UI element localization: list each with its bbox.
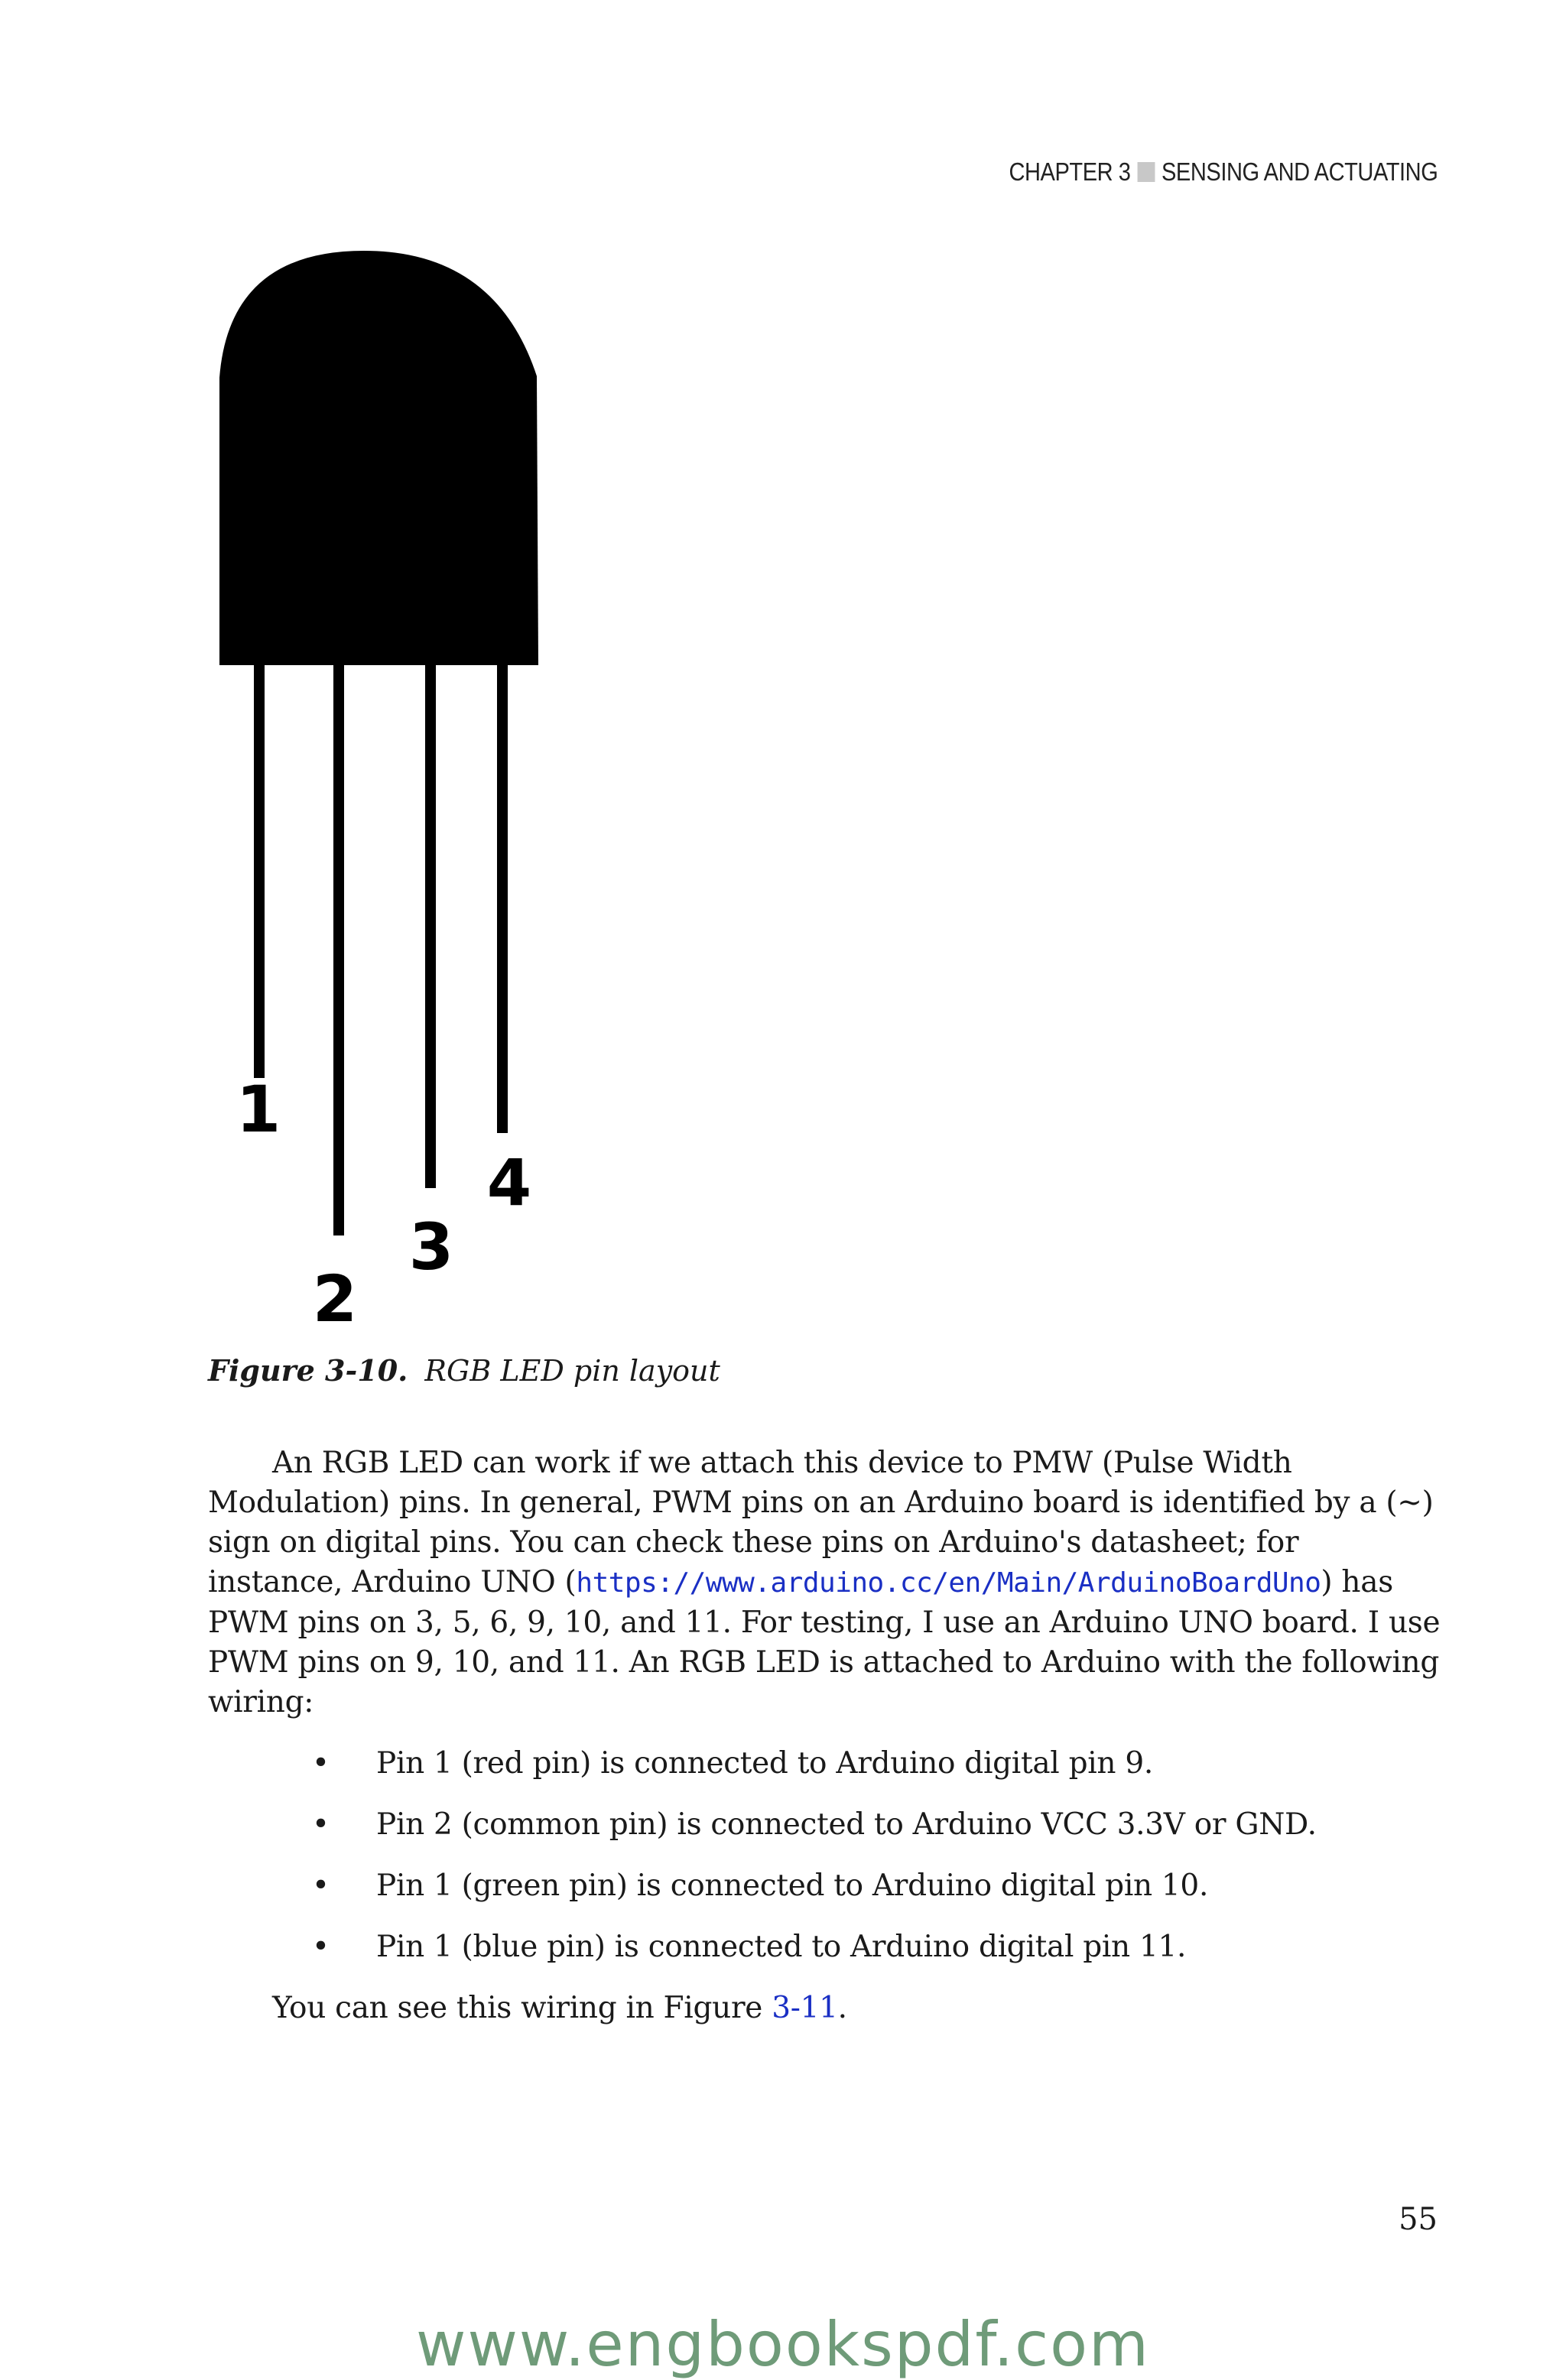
closing-text-b: . [837, 1991, 847, 2025]
pin-2-lead [333, 664, 344, 1235]
list-item [208, 1744, 1441, 1784]
pin-label-2: 2 [312, 1261, 358, 1336]
figure-caption-text: RGB LED pin layout [424, 1354, 720, 1388]
paragraph-1-text-a: An RGB LED can work if we attach this device to PMW (Pulse Width Modulation) pins. In general, PWM pins on an Arduino board is identified by a (~) sign on digital pins. You can check these pins on Arduino's datasheet; for instance, Arduino UNO ( [208, 1446, 1434, 1599]
figure-label: Figure 3-10. [208, 1353, 408, 1388]
paragraph-1-text-b: ) has PWM pins on 3, 5, 6, 9, 10, and 11. For testing, I use an Arduino UNO board. I use PWM pins on 9, 10, and 11. An RGB LED is attached to Arduino with the following wiring: [208, 1565, 1441, 1719]
list-item [208, 1805, 1441, 1845]
list-item-text: Pin 1 (red pin) is connected to Arduino digital pin 9. [376, 1746, 1153, 1781]
chapter-label: CHAPTER 3 [1009, 157, 1131, 186]
closing-paragraph [208, 1989, 1441, 2028]
list-item [208, 1866, 1441, 1906]
watermark: www.engbookspdf.com [416, 2309, 1150, 2380]
body-text [208, 1443, 1441, 2028]
list-item-text: Pin 1 (blue pin) is connected to Arduino digital pin 11. [376, 1930, 1187, 1964]
arduino-uno-link[interactable]: https://www.arduino.cc/en/Main/ArduinoBoardUno [576, 1567, 1321, 1599]
wiring-list [208, 1744, 1441, 1967]
page-number: 55 [1399, 2202, 1438, 2237]
pin-3-lead [425, 664, 436, 1188]
bullet-icon: • [312, 1930, 330, 1964]
paragraph-1 [208, 1443, 1441, 1722]
list-item-text: Pin 2 (common pin) is connected to Arduino VCC 3.3V or GND. [376, 1807, 1317, 1842]
bullet-icon: • [312, 1746, 330, 1781]
rgb-led-pin-layout-figure [206, 242, 558, 1335]
pin-label-3: 3 [408, 1209, 454, 1284]
list-item-text: Pin 1 (green pin) is connected to Arduino digital pin 10. [376, 1869, 1209, 1903]
pin-label-1: 1 [236, 1072, 281, 1147]
figure-caption [208, 1353, 720, 1388]
closing-text-a: You can see this wiring in Figure [272, 1991, 772, 2025]
chapter-title: SENSING AND ACTUATING [1161, 157, 1438, 186]
header-separator-square [1137, 162, 1155, 182]
bullet-icon: • [312, 1869, 330, 1903]
pin-4-lead [497, 664, 508, 1133]
pin-label-4: 4 [486, 1145, 532, 1220]
list-item [208, 1927, 1441, 1967]
led-body [219, 251, 538, 665]
pin-1-lead [254, 664, 265, 1078]
figure-3-11-link[interactable]: 3-11 [772, 1991, 838, 2025]
running-header [1009, 157, 1438, 187]
bullet-icon: • [312, 1807, 330, 1842]
